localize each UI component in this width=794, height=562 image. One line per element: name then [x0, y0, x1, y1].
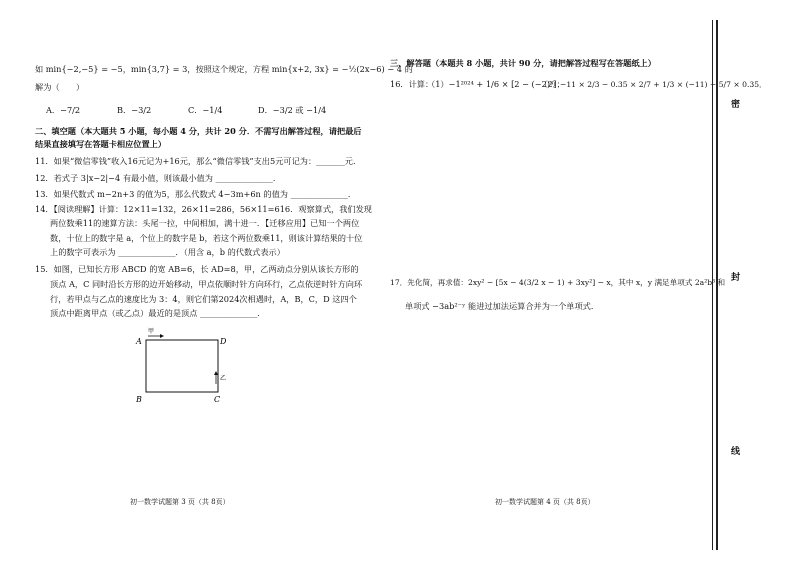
question-15-line-4: 顶点中距离甲点（或乙点）最近的是顶点 ______________．: [50, 308, 266, 318]
jia-arrow-head: [160, 334, 164, 338]
rectangle-abcd: [146, 340, 218, 392]
question-10-answer-prompt: 解为（ ）: [35, 82, 85, 92]
vertex-d-label: D: [220, 337, 227, 346]
question-15-line-3: 行，若甲点与乙点的速度比为 3：4，则它们第2024次相遇时，A，B，C，D 这四个: [50, 294, 357, 304]
question-17-line-1: 17．先化简，再求值：2xy² − [5x − 4(3/2 x − 1) + 3xy²] − x，其中 x，y 满足单项式 2a²b³ 和: [390, 278, 726, 287]
section-2-title-line-2: 结果直接填写在答题卡相应位置上）: [35, 139, 167, 149]
page-4-footer: 初一数学试题第 4 页（共 8页）: [495, 498, 595, 506]
section-2-title: 二、填空题（本大题共 5 小题，每小题 4 分，共计 20 分．不需写出解答过程，请把最后: [35, 126, 362, 136]
question-16-part-1: （1）−1²⁰²⁴ + 1/6 × [2 − (−2)³]；: [427, 79, 565, 89]
question-14-line-3: 数，十位上的数字是 a，个位上的数字是 b，若这个两位数乘11，则该计算结果的十位: [50, 233, 363, 243]
option-d: D．−3/2 或 −1/4: [258, 105, 327, 115]
binding-char-xian: 线: [731, 447, 741, 457]
question-11: 11．如果“微信零钱”收入16元记为+16元，那么“微信零钱”支出5元可记为：_______元．: [35, 156, 362, 166]
question-13: 13．如果代数式 m−2n+3 的值为5，那么代数式 4−3m+6n 的值为 ______________．: [35, 189, 357, 199]
vertex-a-label: A: [136, 337, 142, 346]
question-14-line-4: 上的数字可表示为 ______________．（用含 a，b 的代数式表示）: [50, 247, 285, 257]
question-10-continuation: 如 min{−2,−5} = −5，min{3,7} = 3，按照这个规定，方程 min{x+2, 3x} = −½(2x−6) − 4 的: [35, 64, 413, 74]
vertex-b-label: B: [136, 395, 142, 404]
vertex-c-label: C: [214, 395, 221, 404]
question-17-line-2: 单项式 −3ab²⁻ʸ 能进过加法运算合并为一个单项式．: [405, 301, 600, 311]
binding-char-mi: 密: [731, 100, 741, 110]
question-14-line-2: 两位数乘11的速算方法：头尾一拉，中间相加，满十进一．【迁移应用】已知一个两位: [50, 218, 360, 228]
point-jia-label: 甲: [148, 328, 155, 335]
rectangle-abcd-figure: [130, 322, 240, 408]
section-3-title: 三、解答题（本题共 8 小题，共计 90 分，请把解答过程写在答题纸上）: [390, 58, 656, 68]
binding-strip: [712, 0, 794, 562]
question-14-line-1: 14．【阅读理解】计算：12×11=132，26×11=286，56×11=616．观察算式，我们发现: [35, 204, 372, 214]
question-15-line-2: 顶点 A，C 同时沿长方形的边开始移动，甲点依顺时针方向环行，乙点依逆时针方向环: [50, 279, 363, 289]
option-b: B．−3/2: [117, 105, 152, 115]
question-12: 12．若式子 3|x−2|−4 有最小值，则该最小值为 ______________．: [35, 173, 282, 183]
binding-line-left: [712, 20, 713, 550]
point-yi-label: 乙: [220, 375, 227, 382]
page-3-footer: 初一数学试题第 3 页（共 8页）: [130, 498, 230, 506]
binding-char-feng: 封: [731, 273, 741, 283]
question-16-part-2: （2）−11 × 2/3 − 0.35 × 2/7 + 1/3 × (−11) − 5/7 × 0.35．: [540, 80, 767, 89]
option-c: C．−1/4: [188, 105, 223, 115]
binding-line-bold: [716, 20, 718, 550]
option-a: A．−7/2: [46, 105, 81, 115]
yi-arrow-head: [214, 371, 218, 375]
question-15-line-1: 15．如图，已知长方形 ABCD 的宽 AB=6，长 AD=8，甲，乙两动点分别从该长方形的: [35, 264, 359, 274]
question-16-label: 16．计算：: [390, 79, 434, 89]
right-page: [380, 0, 767, 562]
